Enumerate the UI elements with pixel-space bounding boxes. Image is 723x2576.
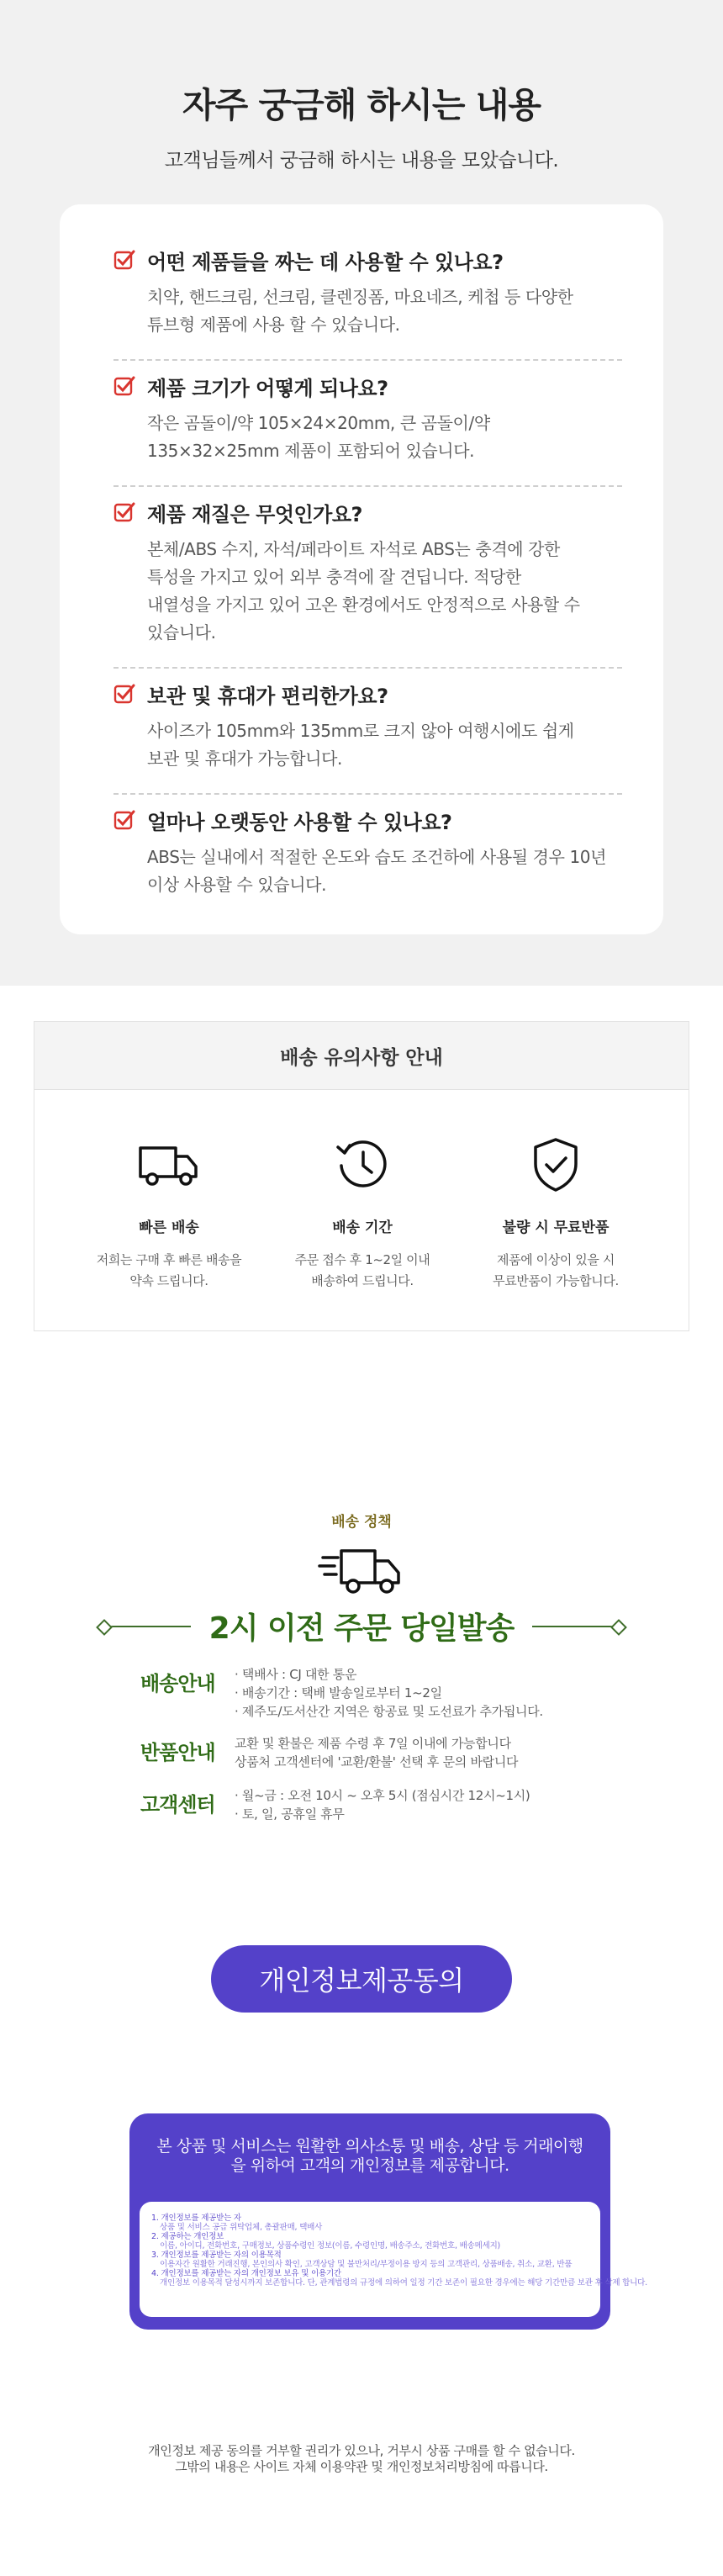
faq-item (113, 677, 622, 795)
policy-value: · 월~금 : 오전 10시 ~ 오후 5시 (점심시간 12시~1시) · 토, 일, 공휴일 휴무 (235, 1788, 530, 1822)
faq-question: 제품 재질은 무엇인가요? (147, 502, 362, 526)
privacy-term-line: 개인정보 이용목적 달성시까지 보존합니다. 단, 관계법령의 규정에 의하여 일정 기간 보존이 필요한 경우에는 해당 기간만큼 보관 후 삭제 합니다. (160, 2278, 647, 2288)
faq-title: 자주 궁금해 하시는 내용 (182, 85, 541, 125)
check-icon (113, 809, 135, 831)
shipping-feature-desc: 주문 접수 후 1~2일 이내 배송하여 드립니다. (294, 1252, 430, 1288)
privacy-footer-note: 개인정보 제공 동의를 거부할 권리가 있으나, 거부시 상품 구매를 할 수 없습니다. 그밖의 내용은 사이트 자체 이용약관 및 개인정보처리방침에 따릅니다. (148, 2443, 575, 2474)
faq-item (113, 369, 622, 487)
privacy-term-line: 이름, 아이디, 전화번호, 구매정보, 상품수령인 정보(이름, 수령인명, 배송주소, 전화번호, 배송메세지) (160, 2241, 501, 2251)
privacy-term-line: 1. 개인정보를 제공받는 자 (151, 2214, 241, 2223)
faq-card (60, 204, 663, 934)
faq-question: 얼마나 오랫동안 사용할 수 있나요? (147, 810, 452, 834)
faq-answer: 본체/ABS 수지, 자석/페라이트 자석로 ABS는 충격에 강한 특성을 가지고 있어 외부 충격에 잘 견딥니다. 적당한 내열성을 가지고 있어 고온 환경에서도 안정적으로 사용할 수 있습니다. (147, 539, 580, 643)
shipping-notice-title: 배송 유의사항 안내 (34, 1022, 689, 1090)
privacy-box (129, 2113, 647, 2330)
shipping-feature-fast (68, 1131, 270, 1292)
faq-subtitle: 고객님들께서 궁금해 하시는 내용을 모았습니다. (164, 150, 559, 172)
privacy-box-title: 본 상품 및 서비스는 원활한 의사소통 및 배송, 상담 등 거래이행 을 위하여 고객의 개인정보를 제공합니다. (156, 2137, 583, 2175)
privacy-term-line: 4. 개인정보를 제공받는 자의 개인정보 보유 및 이용기간 (151, 2269, 341, 2278)
truck-icon (135, 1140, 203, 1190)
shipping-notice-box (34, 1021, 689, 1331)
shipping-feature-name: 배송 기간 (332, 1219, 393, 1236)
decorative-line (532, 1626, 616, 1627)
shipping-feature-desc: 저희는 구매 후 빠른 배송을 약속 드립니다. (96, 1252, 242, 1288)
faq-answer: 치약, 핸드크림, 선크림, 클렌징폼, 마요네즈, 케첩 등 다양한 튜브형 제품에 사용 할 수 있습니다. (147, 287, 573, 335)
policy-row-cs (140, 1786, 530, 1823)
faq-answer: 사이즈가 105mm와 135mm로 크지 않아 여행시에도 쉽게 보관 및 휴대가 가능합니다. (147, 721, 574, 769)
check-icon (113, 501, 135, 523)
privacy-term-line: 이용자간 원활한 거래진행, 본인의사 확인, 고객상담 및 불만처리/부정이용 방지 등의 고객관리, 상품배송, 취소, 교환, 반품 (160, 2260, 573, 2269)
shipping-feature-return (455, 1131, 657, 1292)
check-icon (113, 683, 135, 705)
policy-label: 배송 정책 (331, 1514, 392, 1531)
policy-key: 고객센터 (140, 1793, 215, 1817)
faq-answer: ABS는 실내에서 적절한 온도와 습도 조건하에 사용될 경우 10년 이상 사용할 수 있습니다. (147, 847, 607, 895)
privacy-terms (140, 2202, 647, 2317)
privacy-term-line: 3. 개인정보를 제공받는 자의 이용목적 (151, 2251, 282, 2260)
shipping-feature-desc: 제품에 이상이 있을 시 무료반품이 가능합니다. (493, 1252, 619, 1288)
faq-item (113, 803, 622, 921)
privacy-term-line: 2. 제공하는 개인정보 (151, 2232, 224, 2241)
policy-key: 배송안내 (140, 1672, 215, 1695)
privacy-consent-button[interactable]: 개인정보제공동의 (211, 1945, 512, 2013)
fast-truck-icon (319, 1546, 404, 1596)
policy-row-delivery (140, 1665, 543, 1721)
policy-value: · 택배사 : CJ 대한 통운 · 배송기간 : 택배 발송일로부터 1~2일 · 제주도/도서산간 지역은 항공료 및 도선료가 추가됩니다. (235, 1667, 543, 1719)
faq-item (113, 243, 622, 361)
shipping-feature-period (261, 1131, 463, 1292)
faq-question: 보관 및 휴대가 편리한가요? (147, 684, 388, 708)
shipping-feature-name: 불량 시 무료반품 (502, 1219, 610, 1236)
policy-value: 교환 및 환불은 제품 수령 후 7일 이내에 가능합니다 상품처 고객센터에 '교환/환불' 선택 후 문의 바랍니다 (235, 1736, 519, 1769)
faq-section (0, 0, 723, 986)
check-icon (113, 249, 135, 271)
faq-question: 어떤 제품들을 짜는 데 사용할 수 있나요? (147, 250, 504, 274)
faq-question: 제품 크기가 어떻게 되나요? (147, 376, 388, 400)
check-icon (113, 375, 135, 397)
clock-history-icon (333, 1135, 392, 1194)
policy-row-return (140, 1734, 518, 1771)
policy-key: 반품안내 (140, 1741, 215, 1764)
shipping-feature-name: 빠른 배송 (139, 1219, 199, 1236)
policy-headline (0, 1605, 723, 1648)
privacy-term-line: 상품 및 서비스 공급 위탁업체, 총괄판매, 택배사 (160, 2223, 323, 2232)
faq-item (113, 495, 622, 669)
decorative-line (107, 1626, 191, 1627)
policy-headline-text: 2시 이전 주문 당일발송 (208, 1611, 515, 1646)
faq-answer: 작은 곰돌이/약 105×24×20mm, 큰 곰돌이/약 135×32×25mm 제품이 포함되어 있습니다. (147, 413, 490, 461)
shield-check-icon (530, 1135, 581, 1194)
